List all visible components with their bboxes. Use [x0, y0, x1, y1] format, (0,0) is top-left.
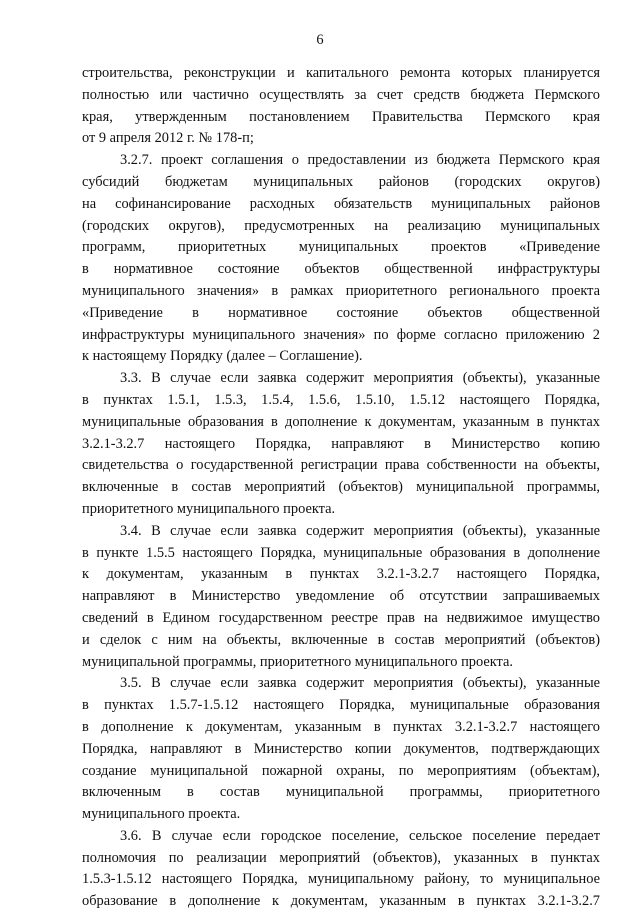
- text-line: в нормативное состояние объектов общественной инфраструктуры: [82, 261, 600, 278]
- text-line: в пункте 1.5.5 настоящего Порядка, муниципальные образования в дополнение: [82, 544, 600, 561]
- text-line: сведений в Едином государственном реестре прав на недвижимое имущество: [82, 609, 600, 626]
- page-number: 6: [316, 32, 324, 48]
- text-line: муниципального проекта.: [82, 806, 241, 823]
- text-line: в пунктах 1.5.1, 1.5.3, 1.5.4, 1.5.6, 1.5.10, 1.5.12 настоящего Порядка,: [82, 391, 600, 408]
- text-line: включенные в состав мероприятий (объектов) муниципальной программы,: [82, 479, 600, 496]
- text-line: создание муниципальной пожарной охраны, по мероприятиям (объектам),: [82, 762, 600, 779]
- text-line: муниципальные образования в дополнение к документам, указанным в пунктах: [82, 413, 600, 430]
- document-body: [82, 63, 600, 913]
- text-line: муниципального значения» в рамках приоритетного регионального проекта: [82, 282, 600, 299]
- text-line: муниципальной программы, приоритетного муниципального проекта.: [82, 653, 514, 670]
- text-line: направляют в Министерство уведомление об отсутствии запрашиваемых: [82, 588, 600, 605]
- text-line: к документам, указанным в пунктах 3.2.1-3.2.7 настоящего Порядка,: [82, 566, 600, 583]
- text-line: к настоящему Порядку (далее – Соглашение).: [82, 348, 363, 365]
- text-line: субсидий бюджетам муниципальных районов (городских округов): [82, 173, 600, 190]
- text-line: и сделок с ним на объекты, включенные в состав мероприятий (объектов): [82, 631, 600, 648]
- text-line: полностью или частично осуществлять за счет средств бюджета Пермского: [82, 86, 600, 103]
- text-line: программ, приоритетных муниципальных проектов «Приведение: [82, 239, 600, 256]
- text-line: (городских округов), предусмотренных на реализацию муниципальных: [82, 217, 600, 234]
- text-line: 3.2.1-3.2.7 настоящего Порядка, направляют в Министерство копию: [82, 435, 600, 452]
- text-line: на софинансирование расходных обязательств муниципальных районов: [82, 195, 600, 212]
- text-line: свидетельства о государственной регистрации права собственности на объекты,: [82, 457, 600, 474]
- text-line: включенным в состав муниципальной программы, приоритетного: [82, 784, 600, 801]
- text-line: 3.5. В случае если заявка содержит мероприятия (объекты), указанные: [120, 675, 600, 692]
- text-line: Порядка, направляют в Министерство копии документов, подтверждающих: [82, 740, 600, 757]
- text-line: полномочия по реализации мероприятий (объектов), указанных в пунктах: [82, 849, 600, 866]
- text-line: 1.5.3-1.5.12 настоящего Порядка, муниципальному району, то муниципальное: [82, 871, 600, 888]
- text-line: «Приведение в нормативное состояние объектов общественной: [82, 304, 600, 321]
- text-line: 3.2.7. проект соглашения о предоставлении из бюджета Пермского края: [120, 152, 600, 169]
- text-line: края, утвержденным постановлением Правительства Пермского края: [82, 108, 600, 125]
- text-line: в дополнение к документам, указанным в пунктах 3.2.1-3.2.7 настоящего: [82, 718, 600, 735]
- text-line: инфраструктуры муниципального значения» по форме согласно приложению 2: [82, 326, 600, 343]
- text-line: от 9 апреля 2012 г. № 178-п;: [82, 130, 254, 147]
- text-line: строительства, реконструкции и капитального ремонта которых планируется: [82, 65, 600, 81]
- text-line: 3.3. В случае если заявка содержит мероприятия (объекты), указанные: [120, 370, 600, 387]
- text-line: 3.6. В случае если городское поселение, сельское поселение передает: [120, 827, 600, 844]
- text-line: 3.4. В случае если заявка содержит мероприятия (объекты), указанные: [120, 522, 600, 539]
- text-line: приоритетного муниципального проекта.: [82, 500, 336, 517]
- text-line: в пунктах 1.5.7-1.5.12 настоящего Порядка, муниципальные образования: [82, 697, 600, 714]
- text-line: образование в дополнение к документам, указанным в пунктах 3.2.1-3.2.7: [82, 893, 600, 910]
